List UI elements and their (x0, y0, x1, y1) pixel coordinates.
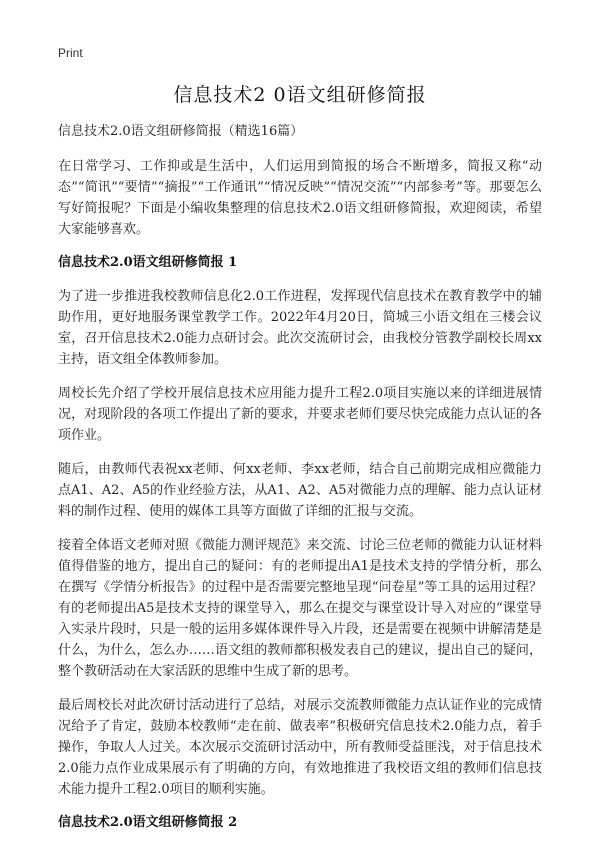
section-1-paragraph-4: 接着全体语文老师对照《微能力测评规范》来交流、讨论三位老师的微能力认证材料值得借鉴的地方，提出自己的疑问：有的老师提出A1是技术支持的学情分析，那么在撰写《学情分析报告》的过程中是否需要完整地呈现“问卷星”等工具的运用过程？有的老师提出A5是技术支持的课堂导入，那么在提交与课堂设计导入对应的“课堂导入实录片段时，只是一般的运用多媒体课件导入片段，还是需要在视频中讲解清楚是什么，为什么，怎么办……语文组的教师都积极发表自己的建议，提出自己的疑问，整个教研活动在大家活跃的思维中生成了新的思考。 (58, 538, 542, 679)
section-heading-1: 信息技术2.0语文组研修简报 1 (58, 255, 238, 270)
print-label[interactable]: Print (58, 46, 83, 60)
section-1-paragraph-5: 最后周校长对此次研讨活动进行了总结，对展示交流教师微能力点认证作业的完成情况给予了肯定，鼓励本校教师“走在前、做表率”积极研究信息技术2.0能力点，着手操作，争取人人过关。本次展示交流研讨活动中，所有教师受益匪浅，对于信息技术2.0能力点作业成果展示有了明确的方向，有效地推进了我校语文组的教师们信息技术能力提升工程2.0项目的顺利实施。 (58, 698, 542, 797)
document-subtitle: 信息技术2.0语文组研修简报（精选16篇） (58, 124, 304, 139)
intro-paragraph: 在日常学习、工作抑或是生活中，人们运用到简报的场合不断增多，简报又称“动态”“简讯”“要情”“摘报”“工作通讯”“情况反映”“情况交流”“内部参考”等。那要怎么写好简报呢？下面是小编收集整理的信息技术2.0语文组研修简报，欢迎阅读，希望大家能够喜欢。 (58, 159, 542, 237)
section-heading-2: 信息技术2.0语文组研修简报 2 (58, 815, 238, 830)
section-1-paragraph-3: 随后，由教师代表祝xx老师、何xx老师、李xx老师，结合自己前期完成相应微能力点A1、A2、A5的作业经验方法，从A1、A2、A5对微能力点的理解、能力点认证材料的制作过程、使用的媒体工具等方面做了详细的汇报与交流。 (58, 462, 542, 519)
document-body (58, 122, 542, 846)
section-1-paragraph-2: 周校长先介绍了学校开展信息技术应用能力提升工程2.0项目实施以来的详细进展情况，对现阶段的各项工作提出了新的要求，并要求老师们要尽快完成能力点认证的各项作业。 (58, 386, 542, 443)
document-title: 信息技术2 0语文组研修简报 (173, 84, 427, 106)
section-1-paragraph-1: 为了进一步推进我校教师信息化2.0工作进程，发挥现代信息技术在教育教学中的辅助作用，更好地服务课堂教学工作。2022年4月20日，简城三小语文组在三楼会议室，召开信息技术2.0能力点研讨会。此次交流研讨会，由我校分管教学副校长周xx主持，语文组全体教师参加。 (58, 289, 542, 367)
